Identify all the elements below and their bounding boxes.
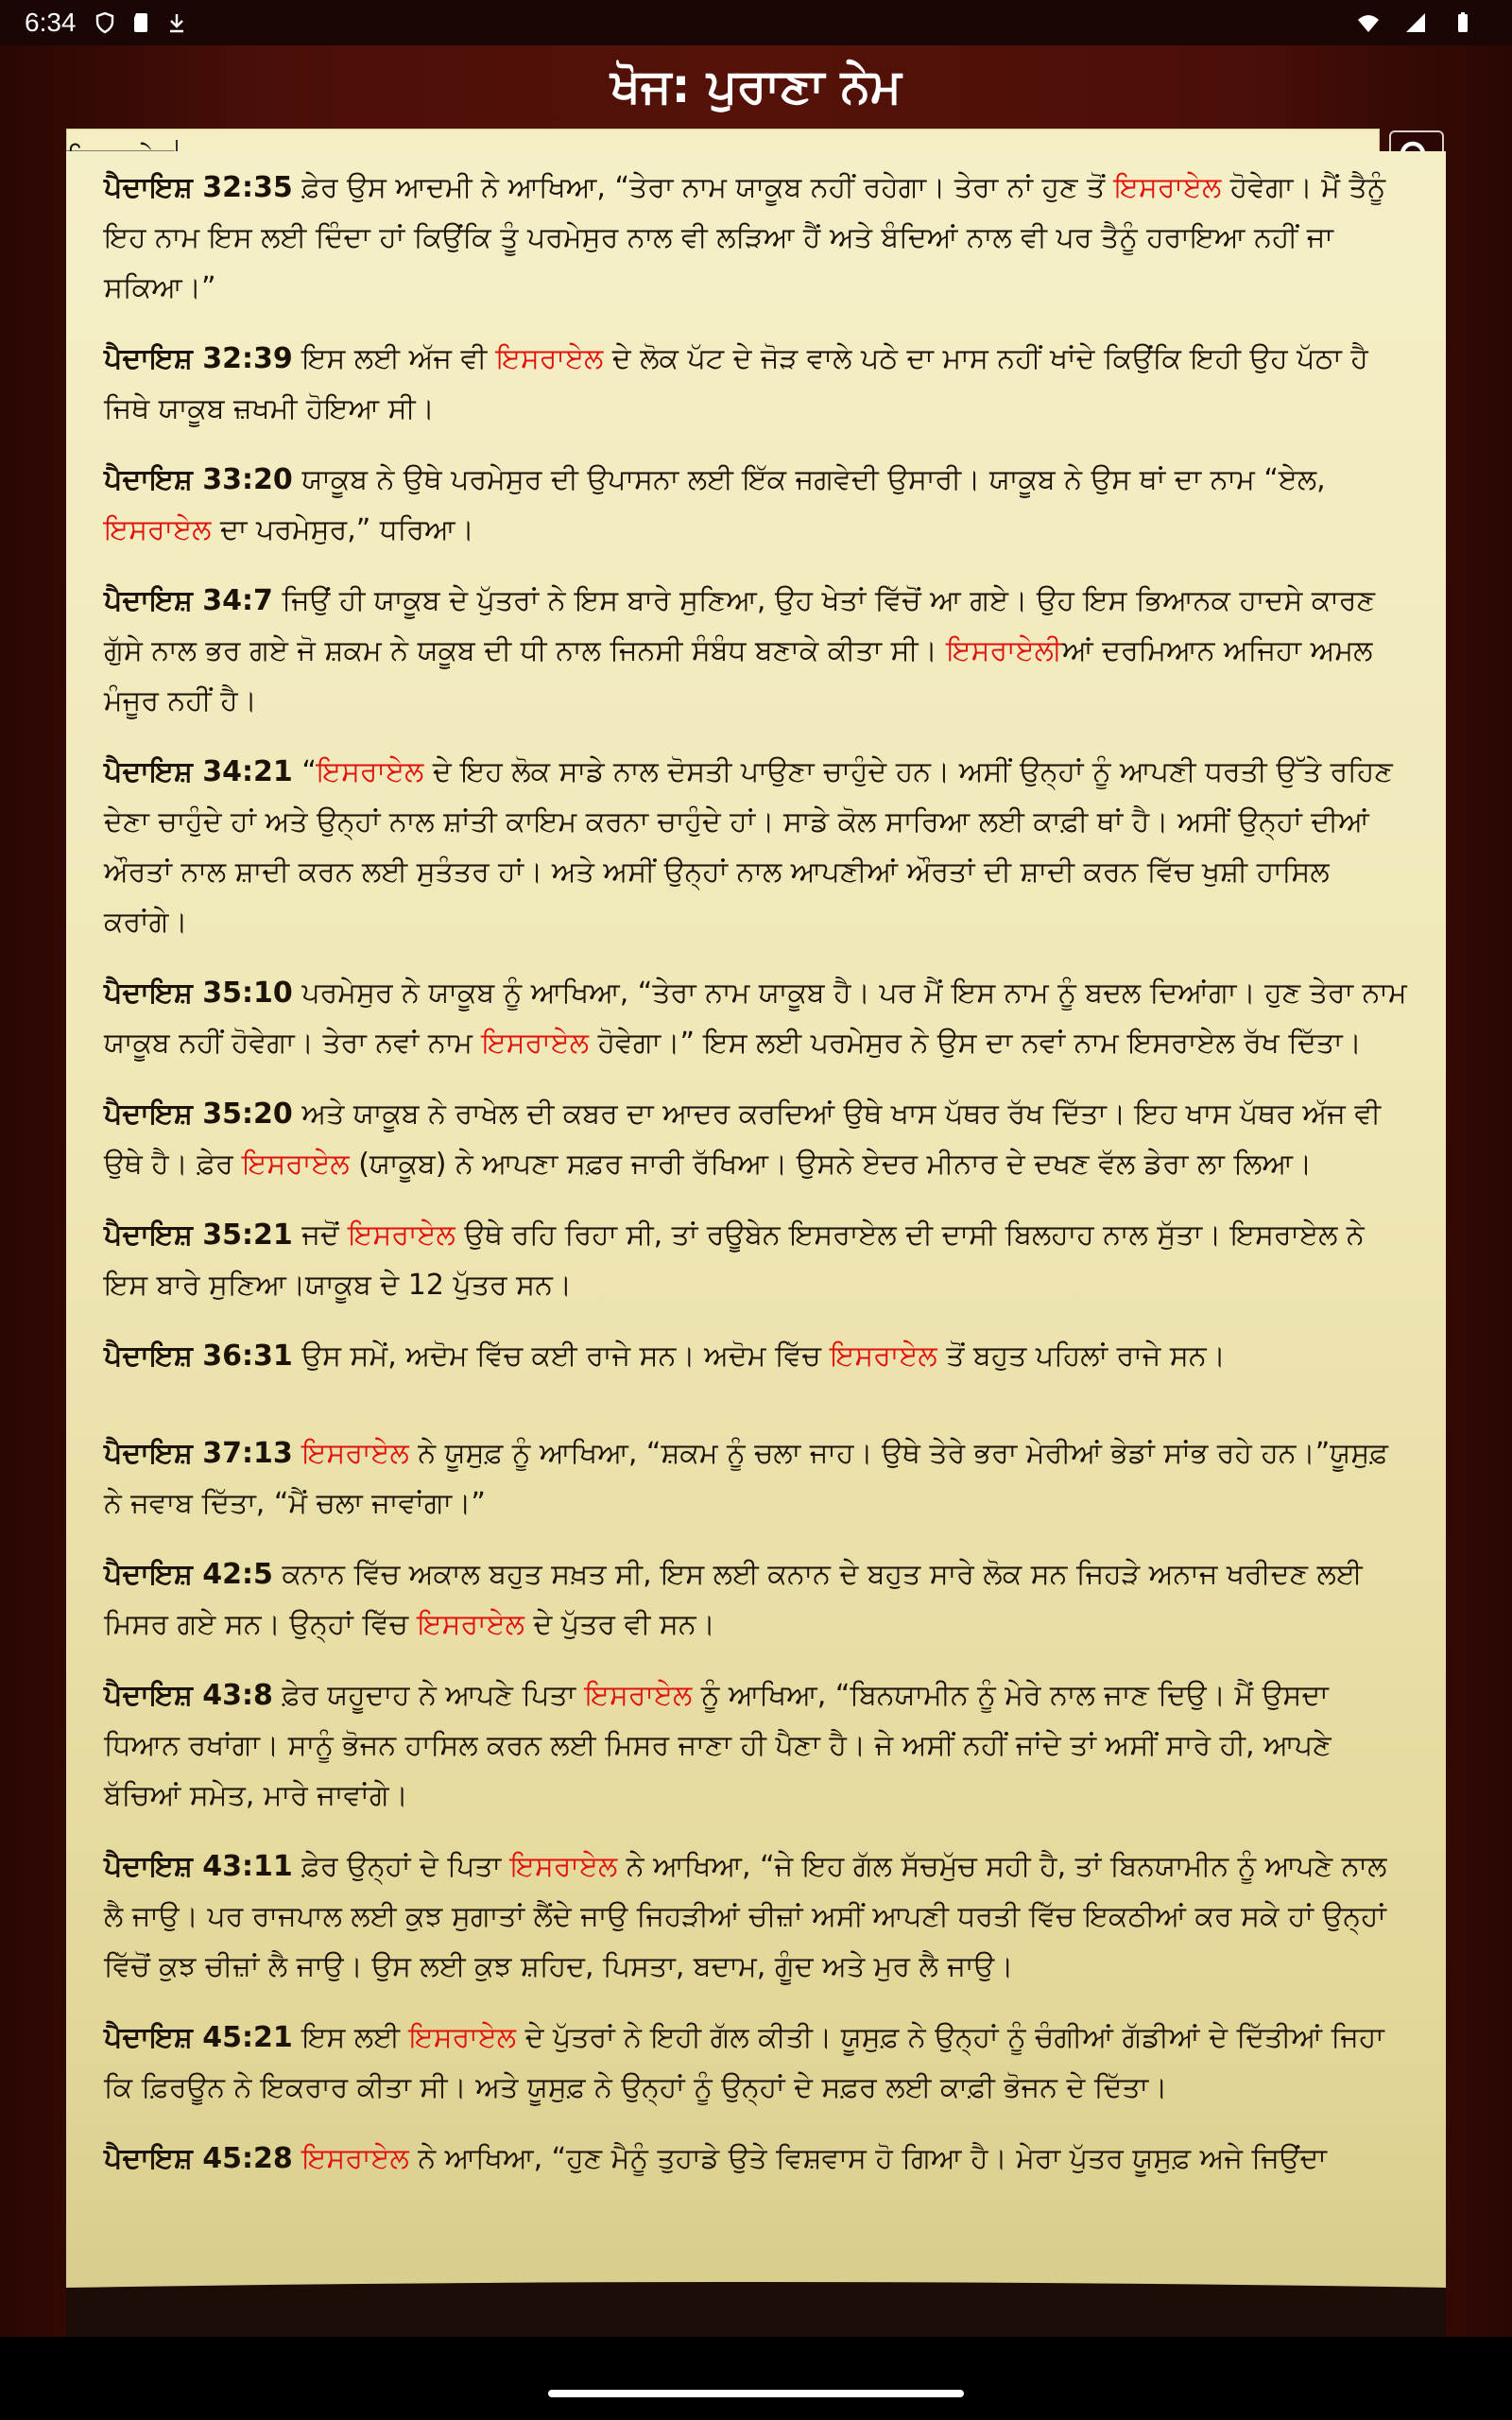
verse-reference: ਪੈਦਾਇਸ਼ 35:20 <box>104 1098 293 1131</box>
verse-text: ਦੇ ਪੁੱਤਰਾਂ ਨੇ ਇਹੀ ਗੱਲ ਕੀਤੀ। ਯੂਸੁਫ਼ ਨੇ ਉਨ੍ਹਾਂ ਨੂੰ ਚੰਗੀਆਂ ਗੱਡੀਆਂ ਦੇ ਦਿੱਤੀਆਂ ਜਿਹਾ ਕਿ ਫ਼ਿਰਊਨ ਨੇ ਇਕਰਾਰ ਕੀਤਾ ਸੀ। ਅਤੇ ਯੂਸੁਫ਼ ਨੇ ਉਨ੍ਹਾਂ ਨੂੰ ਉਨ੍ਹਾਂ ਦੇ ਸਫ਼ਰ ਲਈ ਕਾਫ਼ੀ ਭੋਜਨ ਦੇ ਦਿੱਤਾ। <box>104 2021 1384 2104</box>
highlighted-term: ਇਸਰਾਏਲ <box>417 1608 524 1641</box>
highlighted-term: ਇਸਰਾਏਲ <box>946 634 1062 667</box>
verse-reference: ਪੈਦਾਇਸ਼ 32:39 <box>104 342 293 375</box>
list-item[interactable] <box>104 968 1408 1068</box>
status-time: 6:34 <box>25 8 77 37</box>
highlighted-term: ਇਸਰਾਏਲ <box>584 1679 693 1712</box>
search-results-list[interactable] <box>66 151 1446 2325</box>
verse-reference: ਪੈਦਾਇਸ਼ 34:21 <box>104 755 293 788</box>
list-item[interactable] <box>104 1428 1408 1529</box>
battery-icon <box>1452 11 1474 34</box>
home-gesture-handle[interactable] <box>548 2390 964 2397</box>
list-item[interactable] <box>104 2013 1408 2113</box>
verse-text: ਅਤੇ ਯਾਕੂਬ ਨੇ ਰਾਖੇਲ ਦੀ ਕਬਰ ਦਾ ਆਦਰ ਕਰਦਿਆਂ ਉਥੇ ਖਾਸ ਪੱਥਰ ਰੱਖ ਦਿੱਤਾ। ਇਹ ਖਾਸ ਪੱਥਰ ਅੱਜ ਵੀ ਉਥੇ ਹੈ। ਫ਼ੇਰ <box>104 1098 1382 1181</box>
verse-reference: ਪੈਦਾਇਸ਼ 32:35 <box>104 171 293 204</box>
verse-text: ਹੋਵੇਗਾ। ਮੈਂ ਤੈਨੂੰ ਇਹ ਨਾਮ ਇਸ ਲਈ ਦਿੰਦਾ ਹਾਂ ਕਿਉਂਕਿ ਤੂੰ ਪਰਮੇਸੁਰ ਨਾਲ ਵੀ ਲੜਿਆ ਹੈਂ ਅਤੇ ਬੰਦਿਆਂ ਨਾਲ ਵੀ ਪਰ ਤੈਨੂੰ ਹਰਾਇਆ ਨਹੀਂ ਜਾ ਸਕਿਆ।” <box>104 171 1386 304</box>
verse-text: “ <box>301 755 317 788</box>
verse-text: ਇਸ ਲਈ ਅੱਜ ਵੀ <box>301 342 488 375</box>
list-item[interactable] <box>104 1210 1408 1310</box>
verse-text: ਦੇ ਪੁੱਤਰ ਵੀ ਸਨ। <box>533 1608 715 1641</box>
verse-reference: ਪੈਦਾਇਸ਼ 45:28 <box>104 2142 293 2175</box>
highlighted-term: ਇਸਰਾਏਲ <box>316 755 424 788</box>
list-item[interactable] <box>104 1089 1408 1189</box>
highlighted-term: ਇਸਰਾਏਲ <box>509 1850 618 1883</box>
list-item[interactable] <box>104 1549 1408 1650</box>
highlighted-term: ਇਸਰਾਏਲ <box>495 342 604 375</box>
verse-text: ਇਸ ਲਈ <box>301 2021 401 2054</box>
verse-reference: ਪੈਦਾਇਸ਼ 35:21 <box>104 1219 293 1252</box>
verse-text: ਫ਼ੇਰ ਯਹੂਦਾਹ ਨੇ ਆਪਣੇ ਪਿਤਾ <box>282 1679 576 1712</box>
verse-reference: ਪੈਦਾਇਸ਼ 45:21 <box>104 2021 293 2054</box>
status-bar <box>0 0 1512 45</box>
verse-text: ਜਿਉਂ ਹੀ ਯਾਕੂਬ ਦੇ ਪੁੱਤਰਾਂ ਨੇ ਇਸ ਬਾਰੇ ਸੁਣਿਆ, ਉਹ ਖੇਤਾਂ ਵਿੱਚੋਂ ਆ ਗਏ। ਉਹ ਇਸ ਭਿਆਨਕ ਹਾਦਸੇ ਕਾਰਣ ਗੁੱਸੇ ਨਾਲ ਭਰ ਗਏ ਜੋ ਸ਼ਕਮ ਨੇ ਯਕੂਬ ਦੀ ਧੀ ਨਾਲ ਜਿਨਸੀ ਸੰਬੰਧ ਬਣਾਕੇ ਕੀਤਾ ਸੀ। <box>104 584 1376 667</box>
verse-text: ਹੋਵੇਗਾ।” ਇਸ ਲਈ ਪਰਮੇਸੁਰ ਨੇ ਉਸ ਦਾ ਨਵਾਂ ਨਾਮ ਇਸਰਾਏਲ ਰੱਖ ਦਿੱਤਾ। <box>597 1027 1362 1060</box>
verse-reference: ਪੈਦਾਇਸ਼ 37:13 <box>104 1437 293 1470</box>
signal-icon <box>1404 11 1427 34</box>
highlighted-term: ਇਸਰਾਏਲ <box>301 1437 409 1470</box>
verse-reference: ਪੈਦਾਇਸ਼ 35:10 <box>104 977 293 1010</box>
verse-text: ਫ਼ੇਰ ਉਸ ਆਦਮੀ ਨੇ ਆਖਿਆ, “ਤੇਰਾ ਨਾਮ ਯਾਕੂਬ ਨਹੀਂ ਰਹੇਗਾ। ਤੇਰਾ ਨਾਂ ਹੁਣ ਤੋਂ <box>301 171 1106 204</box>
verse-text: ਤੋਂ ਬਹੁਤ ਪਹਿਲਾਂ ਰਾਜੇ ਸਨ। <box>946 1340 1226 1373</box>
verse-text: ਨੂੰ ਆਖਿਆ, “ਬਿਨਯਾਮੀਨ ਨੂੰ ਮੇਰੇ ਨਾਲ ਜਾਣ ਦਿਉ। ਮੈਂ ਉਸਦਾ ਧਿਆਨ ਰਖਾਂਗਾ। ਸਾਨੂੰ ਭੋਜਨ ਹਾਸਿਲ ਕਰਨ ਲਈ ਮਿਸਰ ਜਾਣਾ ਹੀ ਪੈਣਾ ਹੈ। ਜੇ ਅਸੀਂ ਨਹੀਂ ਜਾਂਦੇ ਤਾਂ ਅਸੀਂ ਸਾਰੇ ਹੀ, ਆਪਣੇ ਬੱਚਿਆਂ ਸਮੇਤ, ਮਾਰੇ ਜਾਵਾਂਗੇ। <box>104 1679 1332 1812</box>
verse-text: ਨੇ ਆਖਿਆ, “ਹੁਣ ਮੈਨੂੰ ਤੁਹਾਡੇ ਉਤੇ ਵਿਸ਼ਵਾਸ ਹੋ ਗਿਆ ਹੈ। ਮੇਰਾ ਪੁੱਤਰ ਯੂਸੁਫ਼ ਅਜੇ ਜਿਉਂਦਾ <box>418 2142 1327 2175</box>
highlighted-term: ਇਸਰਾਏਲ <box>481 1027 590 1060</box>
highlighted-term: ਇਸਰਾਏਲ <box>242 1148 350 1181</box>
highlighted-term: ਇਸਰਾਏਲ <box>348 1219 455 1252</box>
verse-text: ਨੇ ਯੂਸੁਫ਼ ਨੂੰ ਆਖਿਆ, “ਸ਼ਕਮ ਨੂੰ ਚਲਾ ਜਾਹ। ਉਥੇ ਤੇਰੇ ਭਰਾ ਮੇਰੀਆਂ ਭੇਡਾਂ ਸਾਂਭ ਰਹੇ ਹਨ।”ਯੂਸੁਫ਼ ਨੇ ਜਵਾਬ ਦਿੱਤਾ, “ਮੈਂ ਚਲਾ ਜਾਵਾਂਗਾ।” <box>104 1437 1388 1520</box>
verse-text: ਦੇ ਇਹ ਲੋਕ ਸਾਡੇ ਨਾਲ ਦੋਸਤੀ ਪਾਉਣਾ ਚਾਹੁੰਦੇ ਹਨ। ਅਸੀਂ ਉਨ੍ਹਾਂ ਨੂੰ ਆਪਣੀ ਧਰਤੀ ਉੱਤੇ ਰਹਿਣ ਦੇਣਾ ਚਾਹੁੰਦੇ ਹਾਂ ਅਤੇ ਉਨ੍ਹਾਂ ਨਾਲ ਸ਼ਾਂਤੀ ਕਾਇਮ ਕਰਨਾ ਚਾਹੁੰਦੇ ਹਾਂ। ਸਾਡੇ ਕੋਲ ਸਾਰਿਆ ਲਈ ਕਾਫ਼ੀ ਥਾਂ ਹੈ। ਅਸੀਂ ਉਨ੍ਹਾਂ ਦੀਆਂ ਔਰਤਾਂ ਨਾਲ ਸ਼ਾਦੀ ਕਰਨ ਲਈ ਸੁਤੰਤਰ ਹਾਂ। ਅਤੇ ਅਸੀਂ ਉਨ੍ਹਾਂ ਨਾਲ ਆਪਣੀਆਂ ਔਰਤਾਂ ਦੀ ਸ਼ਾਦੀ ਕਰਨ ਵਿੱਚ ਖੁਸ਼ੀ ਹਾਸਿਲ ਕਰਾਂਗੇ। <box>104 755 1393 939</box>
highlighted-term: ਇਸਰਾਏਲ <box>1113 171 1222 204</box>
verse-text: ਕਨਾਨ ਵਿੱਚ ਅਕਾਲ ਬਹੁਤ ਸਖ਼ਤ ਸੀ, ਇਸ ਲਈ ਕਨਾਨ ਦੇ ਬਹੁਤ ਸਾਰੇ ਲੋਕ ਸਨ ਜਿਹੜੇ ਅਨਾਜ ਖਰੀਦਣ ਲਈ ਮਿਸਰ ਗਏ ਸਨ। ਉਨ੍ਹਾਂ ਵਿੱਚ <box>104 1558 1363 1641</box>
list-item[interactable] <box>104 1331 1408 1381</box>
verse-text: ਉਥੇ ਰਹਿ ਰਿਹਾ ਸੀ, ਤਾਂ ਰਊਬੇਨ ਇਸਰਾਏਲ ਦੀ ਦਾਸੀ ਬਿਲਹਾਹ ਨਾਲ ਸੁੱਤਾ। ਇਸਰਾਏਲ ਨੇ ਇਸ ਬਾਰੇ ਸੁਣਿਆ।ਯਾਕੂਬ ਦੇ 12 ਪੁੱਤਰ ਸਨ। <box>104 1219 1365 1302</box>
verse-text: ਯਾਕੂਬ ਨੇ ਉਥੇ ਪਰਮੇਸੁਰ ਦੀ ਉਪਾਸਨਾ ਲਈ ਇੱਕ ਜਗਵੇਦੀ ਉਸਾਰੀ। ਯਾਕੂਬ ਨੇ ਉਸ ਥਾਂ ਦਾ ਨਾਮ “ਏਲ, <box>301 463 1326 496</box>
verse-text: (ਯਾਕੂਬ) ਨੇ ਆਪਣਾ ਸਫ਼ਰ ਜਾਰੀ ਰੱਖਿਆ। ਉਸਨੇ ਏਦਰ ਮੀਨਾਰ ਦੇ ਦਖਣ ਵੱਲ ਡੇਰਾ ਲਾ ਲਿਆ। <box>358 1148 1313 1181</box>
list-item[interactable] <box>104 163 1408 313</box>
highlighted-term: ਇਸਰਾਏਲ <box>301 2142 409 2175</box>
verse-text: ਦੇ ਲੋਕ ਪੱਟ ਦੇ ਜੋੜ ਵਾਲੇ ਪਠੇ ਦਾ ਮਾਸ ਨਹੀਂ ਖਾਂਦੇ ਕਿਉਂਕਿ ਇਹੀ ਉਹ ਪੱਠਾ ਹੈ ਜਿਥੇ ਯਾਕੂਬ ਜ਼ਖਮੀ ਹੋਇਆ ਸੀ। <box>104 342 1368 425</box>
list-item[interactable] <box>104 1670 1408 1821</box>
verse-reference: ਪੈਦਾਇਸ਼ 42:5 <box>104 1558 273 1591</box>
wifi-icon <box>1357 11 1380 34</box>
verse-reference: ਪੈਦਾਇਸ਼ 43:11 <box>104 1850 293 1883</box>
list-item[interactable] <box>104 2134 1408 2184</box>
page-title: ਖੋਜ: ਪੁਰਾਣਾ ਨੇਮ <box>610 59 902 113</box>
list-item[interactable] <box>104 455 1408 555</box>
verse-reference: ਪੈਦਾਇਸ਼ 33:20 <box>104 463 293 496</box>
highlighted-term: ਇਸਰਾਏਲ <box>408 2021 517 2054</box>
shield-icon <box>94 11 116 34</box>
verse-reference: ਪੈਦਾਇਸ਼ 34:7 <box>104 584 273 617</box>
verse-text: ਦਾ ਪਰਮੇਸੁਰ,” ਧਰਿਆ। <box>220 513 474 546</box>
navigation-bar <box>0 2337 1512 2420</box>
verse-text: ੀਆਂ ਦਰਮਿਆਨ ਅਜਿਹਾ ਅਮਲ ਮੰਜੂਰ ਨਹੀਂ ਹੈ। <box>104 634 1373 717</box>
list-item[interactable] <box>104 576 1408 726</box>
list-item[interactable] <box>104 747 1408 947</box>
verse-text: ਪਰਮੇਸੁਰ ਨੇ ਯਾਕੂਬ ਨੂੰ ਆਖਿਆ, “ਤੇਰਾ ਨਾਮ ਯਾਕੂਬ ਹੈ। ਪਰ ਮੈਂ ਇਸ ਨਾਮ ਨੂੰ ਬਦਲ ਦਿਆਂਗਾ। ਹੁਣ ਤੇਰਾ ਨਾਮ ਯਾਕੂਬ ਨਹੀਂ ਹੋਵੇਗਾ। ਤੇਰਾ ਨਵਾਂ ਨਾਮ <box>104 977 1407 1060</box>
list-item[interactable] <box>104 334 1408 434</box>
sd-card-icon <box>129 11 152 34</box>
verse-reference: ਪੈਦਾਇਸ਼ 36:31 <box>104 1340 293 1373</box>
verse-text: ਨੇ ਆਖਿਆ, “ਜੇ ਇਹ ਗੱਲ ਸੱਚਮੁੱਚ ਸਹੀ ਹੈ, ਤਾਂ ਬਿਨਯਾਮੀਨ ਨੂੰ ਆਪਣੇ ਨਾਲ ਲੈ ਜਾਉ। ਪਰ ਰਾਜਪਾਲ ਲਈ ਕੁਝ ਸੁਗਾਤਾਂ ਲੈਂਦੇ ਜਾਉ ਜਿਹੜੀਆਂ ਚੀਜ਼ਾਂ ਅਸੀਂ ਆਪਣੀ ਧਰਤੀ ਵਿੱਚ ਇਕਠੀਆਂ ਕਰ ਸਕੇ ਹਾਂ ਉਨ੍ਹਾਂ ਵਿੱਚੋਂ ਕੁਝ ਚੀਜ਼ਾਂ ਲੈ ਜਾਉ। ਉਸ ਲਈ ਕੁਝ ਸ਼ਹਿਦ, ਪਿਸਤਾ, ਬਦਾਮ, ਗੂੰਦ ਅਤੇ ਮੁਰ ਲੈ ਜਾਉ। <box>104 1850 1387 1983</box>
list-item[interactable] <box>104 1841 1408 1992</box>
verse-text: ਜਦੋਂ <box>301 1219 339 1252</box>
highlighted-term: ਇਸਰਾਏਲ <box>104 513 212 546</box>
page-curl-decoration <box>66 2280 1446 2337</box>
verse-text: ਫ਼ੇਰ ਉਨ੍ਹਾਂ ਦੇ ਪਿਤਾ <box>301 1850 502 1883</box>
verse-text: ਉਸ ਸਮੇਂ, ਅਦੋਮ ਵਿੱਚ ਕਈ ਰਾਜੇ ਸਨ। ਅਦੋਮ ਵਿੱਚ <box>301 1340 821 1373</box>
download-icon <box>165 11 188 34</box>
verse-reference: ਪੈਦਾਇਸ਼ 43:8 <box>104 1679 273 1712</box>
highlighted-term: ਇਸਰਾਏਲ <box>830 1340 937 1373</box>
